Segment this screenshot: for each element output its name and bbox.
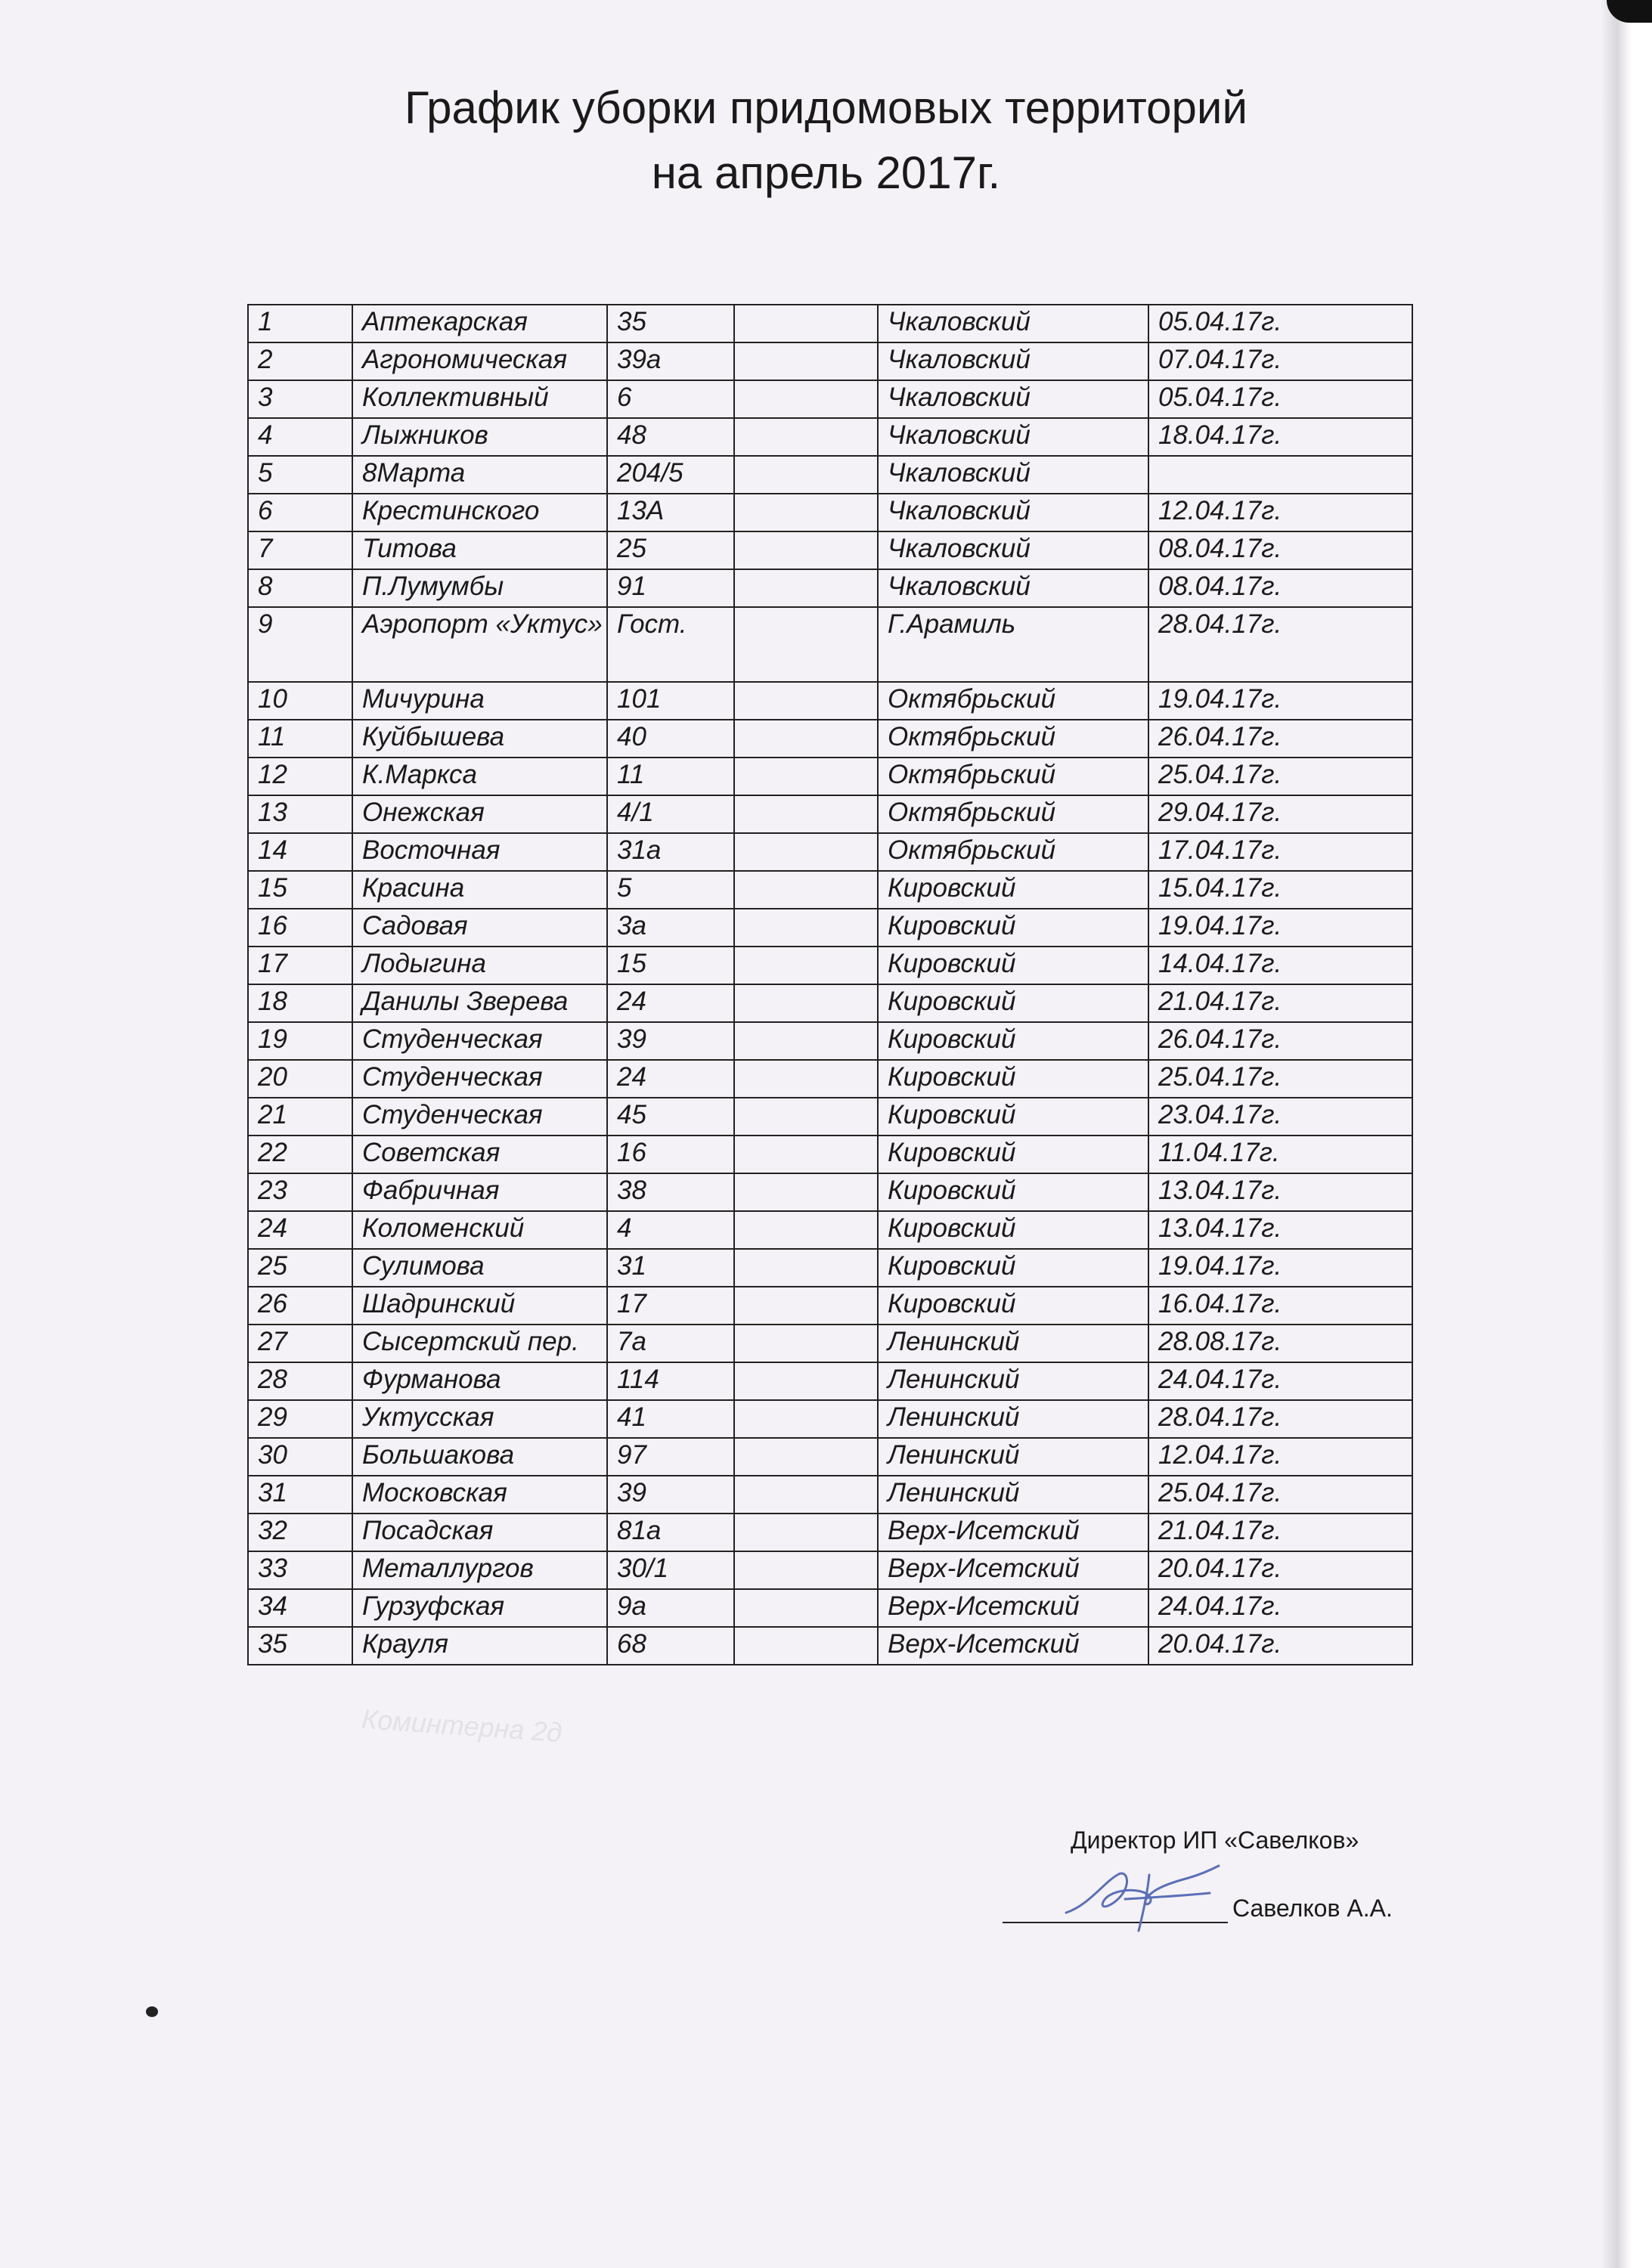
street-cell: Крауля: [352, 1627, 607, 1665]
cleaning-schedule-table: [247, 304, 1413, 1665]
blank-cell: [734, 1362, 878, 1400]
district-cell: Ленинский: [878, 1400, 1148, 1438]
table-row: [248, 1627, 1412, 1665]
blank-cell: [734, 305, 878, 342]
district-cell: Чкаловский: [878, 531, 1148, 569]
house-cell: 45: [607, 1098, 734, 1136]
table-row: [248, 1287, 1412, 1325]
street-cell: Фабричная: [352, 1173, 607, 1211]
row-number: 6: [248, 494, 352, 531]
row-number: 26: [248, 1287, 352, 1325]
director-label: Директор ИП «Савелков»: [1071, 1826, 1359, 1854]
date-cell: 16.04.17г.: [1148, 1287, 1412, 1325]
district-cell: Чкаловский: [878, 456, 1148, 494]
street-cell: Красина: [352, 871, 607, 909]
street-cell: Студенческая: [352, 1022, 607, 1060]
row-number: 12: [248, 758, 352, 795]
row-number: 1: [248, 305, 352, 342]
blank-cell: [734, 1022, 878, 1060]
district-cell: Чкаловский: [878, 380, 1148, 418]
blank-cell: [734, 531, 878, 569]
house-cell: 3а: [607, 909, 734, 947]
blank-cell: [734, 1211, 878, 1249]
district-cell: Кировский: [878, 1060, 1148, 1098]
house-cell: 9а: [607, 1589, 734, 1627]
house-cell: 5: [607, 871, 734, 909]
blank-cell: [734, 1476, 878, 1514]
table-row: [248, 418, 1412, 456]
house-cell: 38: [607, 1173, 734, 1211]
date-cell: 28.04.17г.: [1148, 607, 1412, 682]
row-number: 34: [248, 1589, 352, 1627]
street-cell: Куйбышева: [352, 720, 607, 758]
street-cell: Лодыгина: [352, 947, 607, 984]
district-cell: Кировский: [878, 1022, 1148, 1060]
faint-handwritten-note: Коминтерна 2д: [360, 1703, 563, 1749]
district-cell: Кировский: [878, 1098, 1148, 1136]
district-cell: Октябрьский: [878, 682, 1148, 720]
row-number: 19: [248, 1022, 352, 1060]
row-number: 29: [248, 1400, 352, 1438]
table-row: [248, 305, 1412, 342]
house-cell: 31: [607, 1249, 734, 1287]
blank-cell: [734, 456, 878, 494]
street-cell: Сысертский пер.: [352, 1325, 607, 1362]
table-row: [248, 1551, 1412, 1589]
row-number: 13: [248, 795, 352, 833]
district-cell: Ленинский: [878, 1362, 1148, 1400]
row-number: 18: [248, 984, 352, 1022]
signer-name: Савелков А.А.: [1232, 1895, 1393, 1922]
row-number: 27: [248, 1325, 352, 1362]
title-line-1: График уборки придомовых территорий: [404, 82, 1248, 133]
table-row: [248, 758, 1412, 795]
district-cell: Октябрьский: [878, 833, 1148, 871]
row-number: 35: [248, 1627, 352, 1665]
street-cell: Онежская: [352, 795, 607, 833]
document-title: [0, 76, 1652, 206]
row-number: 9: [248, 607, 352, 682]
house-cell: 4: [607, 1211, 734, 1249]
date-cell: 21.04.17г.: [1148, 984, 1412, 1022]
blank-cell: [734, 494, 878, 531]
row-number: 14: [248, 833, 352, 871]
row-number: 8: [248, 569, 352, 607]
table-row: [248, 342, 1412, 380]
house-cell: 4/1: [607, 795, 734, 833]
street-cell: Садовая: [352, 909, 607, 947]
table-row: [248, 682, 1412, 720]
street-cell: Большакова: [352, 1438, 607, 1476]
table-row: [248, 456, 1412, 494]
table-row: [248, 1098, 1412, 1136]
table-row: [248, 1325, 1412, 1362]
house-cell: 24: [607, 984, 734, 1022]
blank-cell: [734, 607, 878, 682]
table-row: [248, 380, 1412, 418]
date-cell: 21.04.17г.: [1148, 1514, 1412, 1551]
date-cell: 26.04.17г.: [1148, 720, 1412, 758]
date-cell: 08.04.17г.: [1148, 569, 1412, 607]
street-cell: Посадская: [352, 1514, 607, 1551]
house-cell: 204/5: [607, 456, 734, 494]
date-cell: 13.04.17г.: [1148, 1173, 1412, 1211]
table-row: [248, 871, 1412, 909]
street-cell: Советская: [352, 1136, 607, 1173]
handwritten-signature: [1058, 1852, 1225, 1935]
house-cell: 114: [607, 1362, 734, 1400]
house-cell: 40: [607, 720, 734, 758]
street-cell: Сулимова: [352, 1249, 607, 1287]
district-cell: Октябрьский: [878, 720, 1148, 758]
house-cell: 24: [607, 1060, 734, 1098]
row-number: 20: [248, 1060, 352, 1098]
date-cell: 25.04.17г.: [1148, 1476, 1412, 1514]
house-cell: 16: [607, 1136, 734, 1173]
district-cell: Кировский: [878, 1211, 1148, 1249]
table-row: [248, 569, 1412, 607]
house-cell: 81а: [607, 1514, 734, 1551]
street-cell: Фурманова: [352, 1362, 607, 1400]
date-cell: 28.08.17г.: [1148, 1325, 1412, 1362]
blank-cell: [734, 342, 878, 380]
row-number: 3: [248, 380, 352, 418]
street-cell: К.Маркса: [352, 758, 607, 795]
district-cell: Г.Арамиль: [878, 607, 1148, 682]
house-cell: 7а: [607, 1325, 734, 1362]
blank-cell: [734, 984, 878, 1022]
date-cell: 11.04.17г.: [1148, 1136, 1412, 1173]
district-cell: Октябрьский: [878, 758, 1148, 795]
row-number: 33: [248, 1551, 352, 1589]
blank-cell: [734, 1438, 878, 1476]
row-number: 2: [248, 342, 352, 380]
table-row: [248, 1136, 1412, 1173]
house-cell: 39: [607, 1476, 734, 1514]
row-number: 28: [248, 1362, 352, 1400]
table-row: [248, 494, 1412, 531]
district-cell: Кировский: [878, 871, 1148, 909]
house-cell: 68: [607, 1627, 734, 1665]
blank-cell: [734, 418, 878, 456]
date-cell: 05.04.17г.: [1148, 380, 1412, 418]
house-cell: 39: [607, 1022, 734, 1060]
table-row: [248, 833, 1412, 871]
house-cell: Гост.: [607, 607, 734, 682]
table-row: [248, 984, 1412, 1022]
blank-cell: [734, 833, 878, 871]
blank-cell: [734, 1249, 878, 1287]
table-row: [248, 909, 1412, 947]
date-cell: 13.04.17г.: [1148, 1211, 1412, 1249]
district-cell: Верх-Исетский: [878, 1551, 1148, 1589]
table-row: [248, 1589, 1412, 1627]
street-cell: Гурзуфская: [352, 1589, 607, 1627]
district-cell: Кировский: [878, 909, 1148, 947]
blank-cell: [734, 1098, 878, 1136]
street-cell: П.Лумумбы: [352, 569, 607, 607]
date-cell: 29.04.17г.: [1148, 795, 1412, 833]
table-row: [248, 1060, 1412, 1098]
date-cell: 05.04.17г.: [1148, 305, 1412, 342]
row-number: 15: [248, 871, 352, 909]
table-row: [248, 1362, 1412, 1400]
row-number: 21: [248, 1098, 352, 1136]
row-number: 16: [248, 909, 352, 947]
blank-cell: [734, 909, 878, 947]
blank-cell: [734, 1287, 878, 1325]
blank-cell: [734, 947, 878, 984]
blank-cell: [734, 1514, 878, 1551]
row-number: 25: [248, 1249, 352, 1287]
date-cell: 14.04.17г.: [1148, 947, 1412, 984]
table-row: [248, 1173, 1412, 1211]
date-cell: 20.04.17г.: [1148, 1551, 1412, 1589]
row-number: 10: [248, 682, 352, 720]
street-cell: Титова: [352, 531, 607, 569]
street-cell: Аэропорт «Уктус»: [352, 607, 607, 682]
district-cell: Ленинский: [878, 1325, 1148, 1362]
blank-cell: [734, 1325, 878, 1362]
district-cell: Чкаловский: [878, 418, 1148, 456]
date-cell: 25.04.17г.: [1148, 1060, 1412, 1098]
date-cell: 24.04.17г.: [1148, 1362, 1412, 1400]
date-cell: 12.04.17г.: [1148, 494, 1412, 531]
house-cell: 11: [607, 758, 734, 795]
date-cell: 08.04.17г.: [1148, 531, 1412, 569]
district-cell: Чкаловский: [878, 494, 1148, 531]
street-cell: Шадринский: [352, 1287, 607, 1325]
house-cell: 6: [607, 380, 734, 418]
street-cell: Металлургов: [352, 1551, 607, 1589]
date-cell: 19.04.17г.: [1148, 1249, 1412, 1287]
house-cell: 30/1: [607, 1551, 734, 1589]
table-row: [248, 531, 1412, 569]
table-row: [248, 795, 1412, 833]
district-cell: Ленинский: [878, 1438, 1148, 1476]
date-cell: 19.04.17г.: [1148, 909, 1412, 947]
blank-cell: [734, 1400, 878, 1438]
row-number: 5: [248, 456, 352, 494]
table-row: [248, 1400, 1412, 1438]
house-cell: 31а: [607, 833, 734, 871]
house-cell: 35: [607, 305, 734, 342]
street-cell: Студенческая: [352, 1060, 607, 1098]
row-number: 22: [248, 1136, 352, 1173]
house-cell: 97: [607, 1438, 734, 1476]
house-cell: 101: [607, 682, 734, 720]
street-cell: Московская: [352, 1476, 607, 1514]
house-cell: 41: [607, 1400, 734, 1438]
blank-cell: [734, 1627, 878, 1665]
table-row: [248, 1514, 1412, 1551]
date-cell: 19.04.17г.: [1148, 682, 1412, 720]
house-cell: 91: [607, 569, 734, 607]
street-cell: Данилы Зверева: [352, 984, 607, 1022]
street-cell: Восточная: [352, 833, 607, 871]
table-row: [248, 607, 1412, 682]
blank-cell: [734, 1173, 878, 1211]
table-row: [248, 720, 1412, 758]
district-cell: Верх-Исетский: [878, 1514, 1148, 1551]
street-cell: Коломенский: [352, 1211, 607, 1249]
table-row: [248, 947, 1412, 984]
district-cell: Кировский: [878, 1173, 1148, 1211]
row-number: 4: [248, 418, 352, 456]
blank-cell: [734, 1060, 878, 1098]
house-cell: 48: [607, 418, 734, 456]
district-cell: Кировский: [878, 947, 1148, 984]
district-cell: Кировский: [878, 1249, 1148, 1287]
table-row: [248, 1438, 1412, 1476]
date-cell: [1148, 456, 1412, 494]
date-cell: 24.04.17г.: [1148, 1589, 1412, 1627]
blank-cell: [734, 682, 878, 720]
row-number: 32: [248, 1514, 352, 1551]
district-cell: Чкаловский: [878, 569, 1148, 607]
blank-cell: [734, 569, 878, 607]
row-number: 11: [248, 720, 352, 758]
street-cell: Мичурина: [352, 682, 607, 720]
row-number: 23: [248, 1173, 352, 1211]
street-cell: Аптекарская: [352, 305, 607, 342]
district-cell: Кировский: [878, 1136, 1148, 1173]
district-cell: Верх-Исетский: [878, 1589, 1148, 1627]
district-cell: Ленинский: [878, 1476, 1148, 1514]
row-number: 7: [248, 531, 352, 569]
date-cell: 12.04.17г.: [1148, 1438, 1412, 1476]
row-number: 17: [248, 947, 352, 984]
date-cell: 28.04.17г.: [1148, 1400, 1412, 1438]
table-row: [248, 1249, 1412, 1287]
date-cell: 18.04.17г.: [1148, 418, 1412, 456]
row-number: 30: [248, 1438, 352, 1476]
table-row: [248, 1476, 1412, 1514]
house-cell: 25: [607, 531, 734, 569]
street-cell: Лыжников: [352, 418, 607, 456]
date-cell: 07.04.17г.: [1148, 342, 1412, 380]
date-cell: 25.04.17г.: [1148, 758, 1412, 795]
blank-cell: [734, 1136, 878, 1173]
street-cell: Коллективный: [352, 380, 607, 418]
district-cell: Чкаловский: [878, 305, 1148, 342]
house-cell: 13А: [607, 494, 734, 531]
street-cell: Агрономическая: [352, 342, 607, 380]
title-line-2: на апрель 2017г.: [651, 147, 1001, 198]
district-cell: Кировский: [878, 1287, 1148, 1325]
blank-cell: [734, 1589, 878, 1627]
blank-cell: [734, 1551, 878, 1589]
scan-edge: [1601, 0, 1652, 2268]
date-cell: 23.04.17г.: [1148, 1098, 1412, 1136]
blank-cell: [734, 758, 878, 795]
row-number: 24: [248, 1211, 352, 1249]
street-cell: 8Марта: [352, 456, 607, 494]
house-cell: 39а: [607, 342, 734, 380]
street-cell: Крестинского: [352, 494, 607, 531]
date-cell: 20.04.17г.: [1148, 1627, 1412, 1665]
district-cell: Верх-Исетский: [878, 1627, 1148, 1665]
blank-cell: [734, 380, 878, 418]
house-cell: 15: [607, 947, 734, 984]
table-row: [248, 1211, 1412, 1249]
house-cell: 17: [607, 1287, 734, 1325]
schedule-body: [248, 305, 1412, 1665]
table-row: [248, 1022, 1412, 1060]
blank-cell: [734, 720, 878, 758]
date-cell: 15.04.17г.: [1148, 871, 1412, 909]
blank-cell: [734, 795, 878, 833]
date-cell: 26.04.17г.: [1148, 1022, 1412, 1060]
district-cell: Кировский: [878, 984, 1148, 1022]
district-cell: Октябрьский: [878, 795, 1148, 833]
district-cell: Чкаловский: [878, 342, 1148, 380]
blank-cell: [734, 871, 878, 909]
row-number: 31: [248, 1476, 352, 1514]
street-cell: Студенческая: [352, 1098, 607, 1136]
ink-dot: [146, 2006, 158, 2017]
date-cell: 17.04.17г.: [1148, 833, 1412, 871]
street-cell: Уктусская: [352, 1400, 607, 1438]
